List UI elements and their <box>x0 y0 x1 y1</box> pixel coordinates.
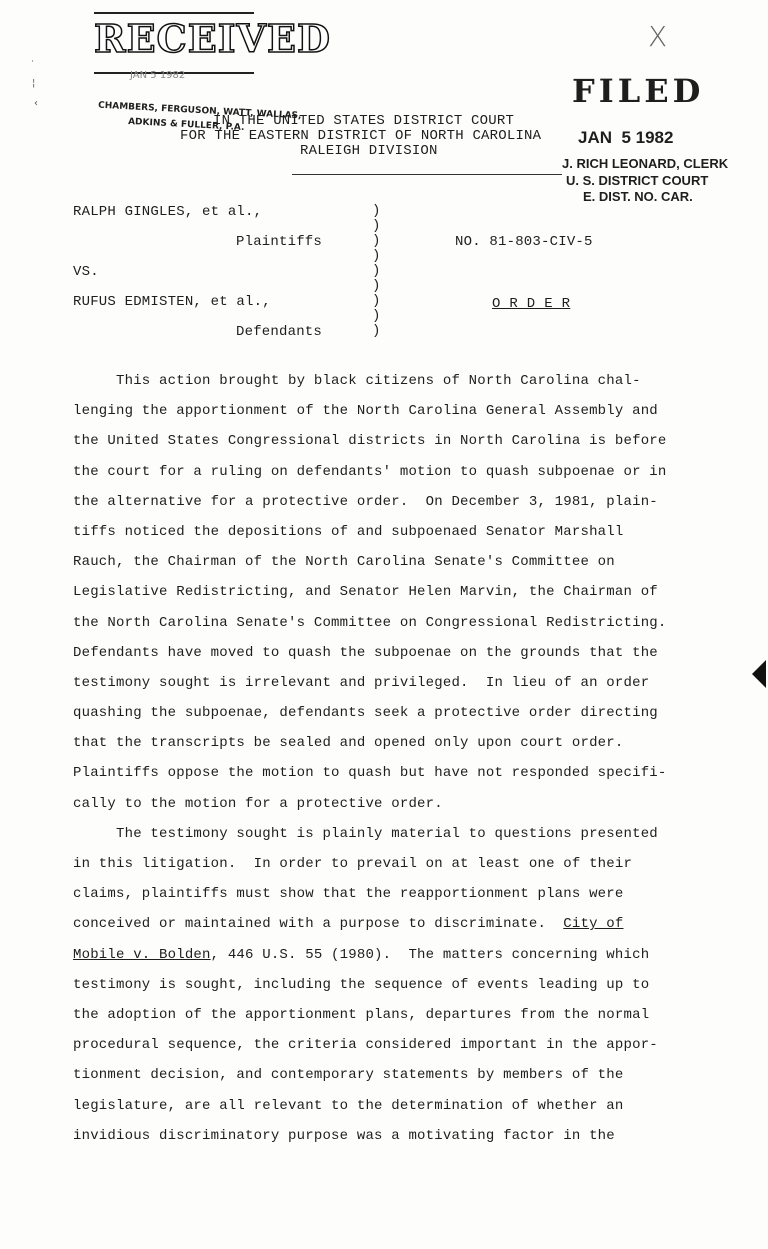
body-line: invidious discriminatory purpose was a motivating factor in the <box>73 1127 615 1144</box>
body-line: the North Carolina Senate's Committee on Congressional Redistricting. <box>73 614 667 631</box>
body-line: claims, plaintiffs must show that the reapportionment plans were <box>73 886 624 903</box>
body-line: the United States Congressional districts in North Carolina is before <box>73 433 667 450</box>
body-line: legislature, are all relevant to the determination of whether an <box>73 1097 624 1114</box>
body-line: Rauch, the Chairman of the North Carolina Senate's Committee on <box>73 554 615 571</box>
pencil-mark: X <box>648 20 668 53</box>
body-line: cally to the motion for a protective order. <box>73 795 443 812</box>
body-line: in this litigation. In order to prevail on at least one of their <box>73 856 633 872</box>
court-header-line-2: FOR THE EASTERN DISTRICT OF NORTH CAROLINA <box>180 128 542 144</box>
body-line <box>73 940 713 970</box>
body-line: testimony is sought, including the sequence of events leading up to <box>73 976 650 993</box>
filed-stamp-clerk: J. RICH LEONARD, CLERK <box>562 156 729 171</box>
page-edge-tab <box>752 660 766 688</box>
body-line: the alternative for a protective order. On December 3, 1981, plain- <box>73 493 658 510</box>
plaintiff-role: Plaintiffs <box>236 234 323 250</box>
document-title: O R D E R <box>492 296 571 312</box>
body-line: the court for a ruling on defendants' motion to quash subpoenae or in <box>73 463 667 480</box>
case-number: NO. 81-803-CIV-5 <box>455 234 593 250</box>
defendant-role: Defendants <box>236 324 323 340</box>
body-line: Defendants have moved to quash the subpoenae on the grounds that the <box>73 644 658 661</box>
body-line: the adoption of the apportionment plans, departures from the normal <box>73 1006 650 1023</box>
margin-mark: ¦ <box>32 78 36 89</box>
versus-label: VS. <box>73 264 99 280</box>
body-line: procedural sequence, the criteria considered important in the appor- <box>73 1037 658 1054</box>
body-line-text: conceived or maintained with a purpose to discriminate. <box>73 916 547 933</box>
court-header-line-1: IN THE UNITED STATES DISTRICT COURT <box>213 113 515 129</box>
caption-bracket: ) ) ) ) ) ) ) ) ) <box>372 203 381 339</box>
body-line: tionment decision, and contemporary statements by members of the <box>73 1067 624 1084</box>
defendant-party: RUFUS EDMISTEN, et al., <box>73 294 271 310</box>
body-line: that the transcripts be sealed and opened only upon court order. <box>73 735 624 752</box>
citation-case-name-start: City of <box>563 916 624 933</box>
body-line: quashing the subpoenae, defendants seek a protective order directing <box>73 705 658 722</box>
body-line: The testimony sought is plainly material to questions presented <box>73 825 658 842</box>
citation-reporter: , 446 U.S. 55 (1980). The matters concerning which <box>210 946 650 963</box>
order-body <box>73 366 713 1151</box>
body-line: Legislative Redistricting, and Senator Helen Marvin, the Chairman of <box>73 584 658 601</box>
received-stamp-date: JAN 5 1982 <box>130 70 186 81</box>
filed-stamp-title: FILED <box>572 72 705 110</box>
filed-stamp-district: E. DIST. NO. CAR. <box>583 189 693 204</box>
received-stamp <box>94 12 331 74</box>
filed-stamp-date: JAN 5 1982 <box>578 128 674 147</box>
body-line: tiffs noticed the depositions of and subpoenaed Senator Marshall <box>73 523 624 540</box>
body-line: testimony sought is irrelevant and privileged. In lieu of an order <box>73 674 650 691</box>
received-stamp-firm-line-2: ADKINS & FULLER, P.A. <box>127 116 245 134</box>
received-stamp-firm-line-1: CHAMBERS, FERGUSON, WATT, WALLAS, <box>97 100 302 122</box>
header-rule <box>292 174 562 175</box>
margin-mark: ˙ <box>30 60 35 71</box>
body-line <box>73 909 713 939</box>
plaintiff-party: RALPH GINGLES, et al., <box>73 204 263 220</box>
court-header-line-3: RALEIGH DIVISION <box>300 143 438 159</box>
margin-mark: ‹ <box>34 98 38 109</box>
filed-stamp-court: U. S. DISTRICT COURT <box>566 173 709 188</box>
body-line: lenging the apportionment of the North Carolina General Assembly and <box>73 403 658 420</box>
body-line: Plaintiffs oppose the motion to quash but have not responded specifi- <box>73 765 667 782</box>
citation-case-name-end: Mobile v. Bolden <box>73 946 211 963</box>
body-line: This action brought by black citizens of North Carolina chal- <box>73 373 641 389</box>
received-stamp-label: RECEIVED <box>94 16 331 61</box>
